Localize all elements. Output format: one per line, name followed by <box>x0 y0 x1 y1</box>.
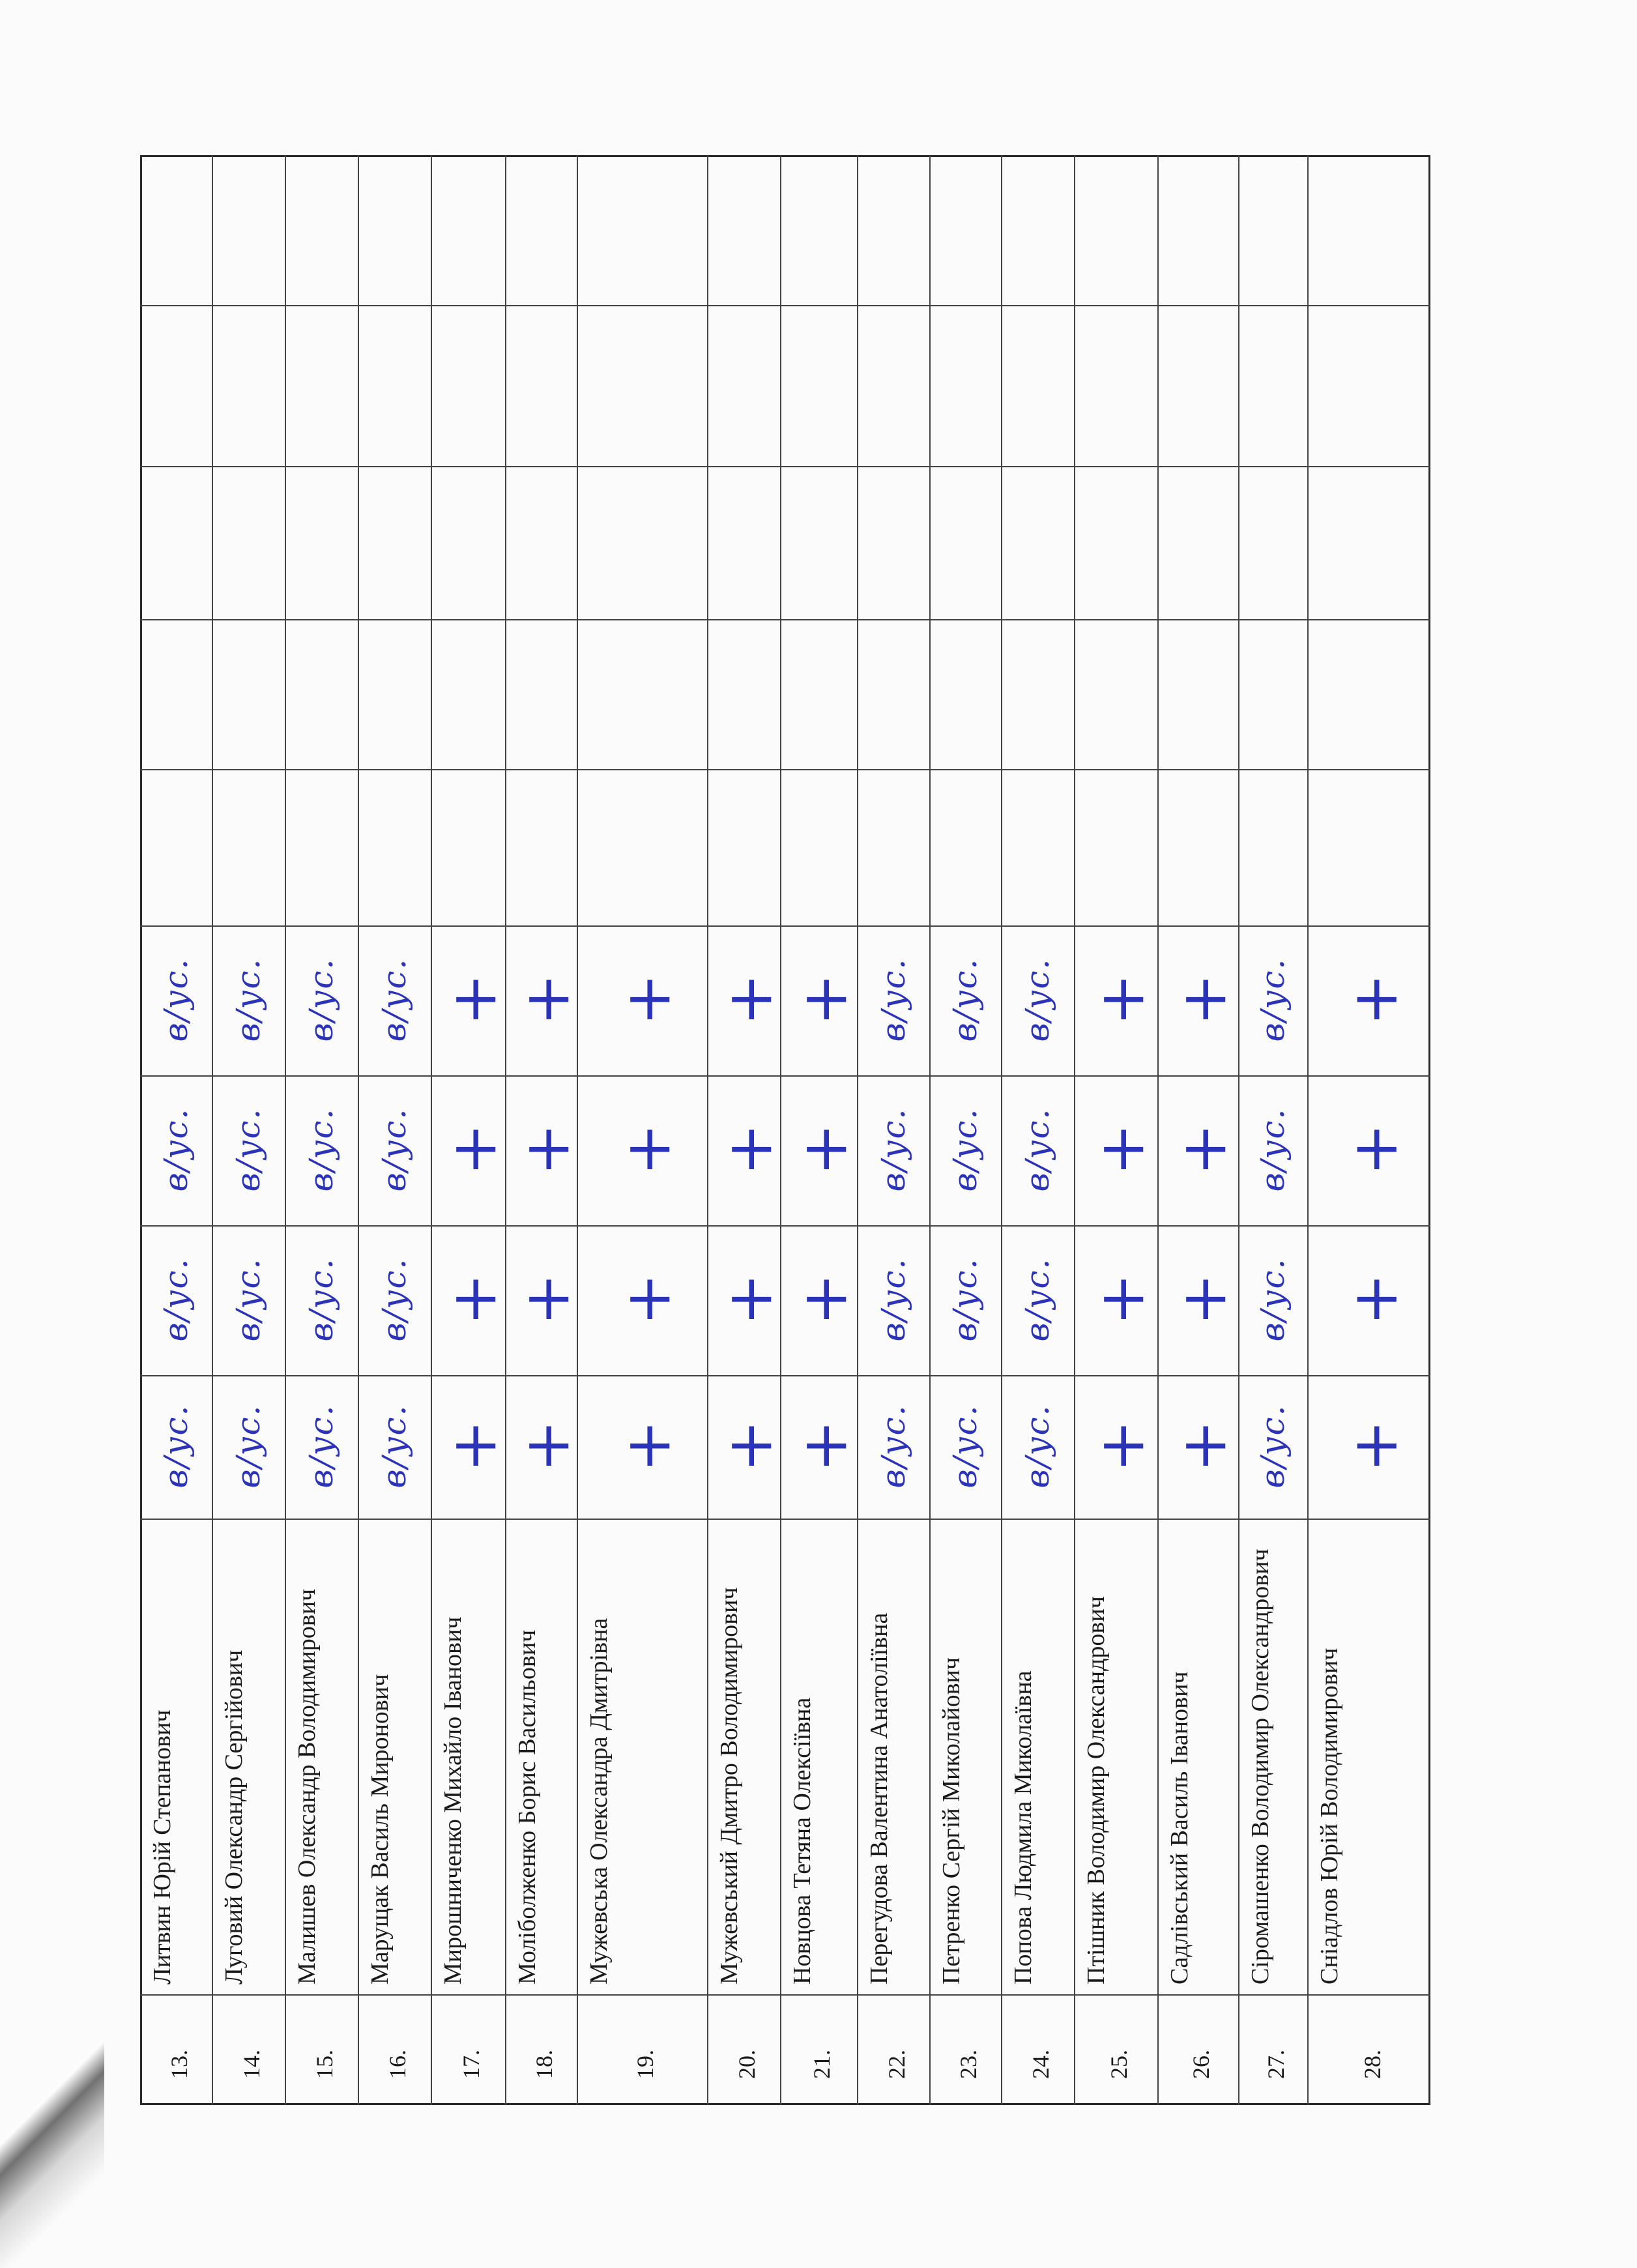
vote-plus-mark: + <box>523 961 575 1034</box>
member-name: Моліболженко Борис Васильович <box>514 1629 541 1984</box>
row-number: 13. <box>166 2050 192 2079</box>
member-name: Садлівський Василь Іванович <box>1166 1671 1193 1984</box>
row-number: 26. <box>1188 2050 1214 2079</box>
vote-absent-mark: в/ус. <box>302 1107 340 1192</box>
vote-absent-mark: в/ус. <box>874 957 912 1042</box>
table-row-divider <box>140 305 1430 306</box>
vote-plus-mark: + <box>1180 961 1232 1034</box>
vote-absent-mark: в/ус. <box>946 1404 984 1489</box>
vote-plus-mark: + <box>1097 1261 1150 1334</box>
table-column-divider <box>358 155 359 2105</box>
vote-absent-mark: в/ус. <box>229 1404 267 1489</box>
vote-plus-mark: + <box>1180 1111 1232 1184</box>
vote-absent-mark: в/ус. <box>375 957 413 1042</box>
vote-plus-mark: + <box>1350 1408 1403 1481</box>
vote-plus-mark: + <box>624 1408 676 1481</box>
row-number: 14. <box>239 2050 265 2079</box>
vote-absent-mark: в/ус. <box>229 1107 267 1192</box>
row-number: 15. <box>311 2050 338 2079</box>
row-number: 19. <box>632 2050 658 2079</box>
vote-absent-mark: в/ус. <box>946 1257 984 1342</box>
table-row-divider <box>140 619 1430 620</box>
vote-absent-mark: в/ус. <box>302 1404 340 1489</box>
table-row-divider <box>140 1375 1430 1376</box>
member-name: Сіромашенко Володимир Олександрович <box>1247 1548 1274 1984</box>
table-column-divider <box>707 155 708 2105</box>
vote-plus-mark: + <box>624 1111 676 1184</box>
member-name: Марущак Василь Миронович <box>366 1674 394 1984</box>
member-name: Мирошниченко Михайло Іванович <box>439 1616 467 1984</box>
vote-plus-mark: + <box>1350 1261 1403 1334</box>
vote-plus-mark: + <box>1097 1111 1150 1184</box>
row-number: 27. <box>1263 2050 1289 2079</box>
table-column-divider <box>577 155 578 2105</box>
vote-absent-mark: в/ус. <box>874 1107 912 1192</box>
vote-plus-mark: + <box>800 1111 853 1184</box>
vote-absent-mark: в/ус. <box>874 1257 912 1342</box>
table-column-divider <box>1307 155 1309 2105</box>
table-row-divider <box>140 1994 1430 1996</box>
member-name: Луговий Олександр Сергійович <box>220 1650 248 1984</box>
vote-absent-mark: в/ус. <box>1019 1404 1056 1489</box>
vote-absent-mark: в/ус. <box>1254 1257 1292 1342</box>
vote-plus-mark: + <box>725 961 778 1034</box>
vote-plus-mark: + <box>1350 1111 1403 1184</box>
member-name: Мужевська Олександра Дмитрівна <box>585 1618 613 1984</box>
row-number: 22. <box>883 2050 910 2079</box>
table-column-divider <box>780 155 781 2105</box>
vote-absent-mark: в/ус. <box>375 1257 413 1342</box>
vote-absent-mark: в/ус. <box>946 957 984 1042</box>
row-number: 18. <box>531 2050 557 2079</box>
member-name: Мужевський Дмитро Володимирович <box>716 1587 743 1984</box>
vote-absent-mark: в/ус. <box>157 957 195 1042</box>
vote-absent-mark: в/ус. <box>157 1257 195 1342</box>
vote-absent-mark: в/ус. <box>302 957 340 1042</box>
member-name: Птішник Володимир Олександрович <box>1082 1596 1110 1984</box>
row-number: 17. <box>458 2050 484 2079</box>
table-column-divider <box>929 155 931 2105</box>
table-column-divider <box>857 155 858 2105</box>
table-row-divider <box>140 1519 1430 1520</box>
table-row-divider <box>140 1225 1430 1227</box>
member-name: Сніадлов Юрій Володимирович <box>1316 1648 1343 1984</box>
vote-plus-mark: + <box>1350 961 1403 1034</box>
table-column-divider <box>1157 155 1159 2105</box>
vote-plus-mark: + <box>725 1111 778 1184</box>
table-row-divider <box>140 769 1430 770</box>
member-name: Литвин Юрій Степанович <box>149 1709 176 1984</box>
row-number: 20. <box>734 2050 760 2079</box>
table-column-divider <box>1074 155 1075 2105</box>
member-name: Попова Людмила Миколаївна <box>1009 1670 1037 1984</box>
vote-absent-mark: в/ус. <box>946 1107 984 1192</box>
vote-plus-mark: + <box>450 961 502 1034</box>
vote-absent-mark: в/ус. <box>375 1404 413 1489</box>
vote-absent-mark: в/ус. <box>1019 1257 1056 1342</box>
member-name: Малишев Олександр Володимирович <box>293 1588 321 1984</box>
vote-plus-mark: + <box>725 1408 778 1481</box>
vote-plus-mark: + <box>800 961 853 1034</box>
row-number: 21. <box>809 2050 835 2079</box>
vote-plus-mark: + <box>725 1261 778 1334</box>
vote-absent-mark: в/ус. <box>157 1404 195 1489</box>
vote-absent-mark: в/ус. <box>375 1107 413 1192</box>
vote-plus-mark: + <box>624 961 676 1034</box>
vote-plus-mark: + <box>1097 1408 1150 1481</box>
vote-absent-mark: в/ус. <box>229 957 267 1042</box>
vote-plus-mark: + <box>624 1261 676 1334</box>
table-column-divider <box>1238 155 1239 2105</box>
vote-plus-mark: + <box>800 1408 853 1481</box>
table-column-divider <box>285 155 286 2105</box>
vote-absent-mark: в/ус. <box>157 1107 195 1192</box>
row-number: 23. <box>955 2050 981 2079</box>
table-row-divider <box>140 466 1430 467</box>
table-row-divider <box>140 925 1430 927</box>
vote-plus-mark: + <box>523 1261 575 1334</box>
vote-absent-mark: в/ус. <box>1019 957 1056 1042</box>
vote-absent-mark: в/ус. <box>1019 1107 1056 1192</box>
table-column-divider <box>505 155 506 2105</box>
row-number: 24. <box>1028 2050 1054 2079</box>
table-column-divider <box>431 155 432 2105</box>
page-corner-shadow <box>0 1994 104 2268</box>
table-row-divider <box>140 1075 1430 1077</box>
table-column-divider <box>212 155 213 2105</box>
table-column-divider <box>1001 155 1002 2105</box>
row-number: 25. <box>1106 2050 1132 2079</box>
row-number: 16. <box>384 2050 411 2079</box>
vote-absent-mark: в/ус. <box>302 1257 340 1342</box>
vote-absent-mark: в/ус. <box>1254 957 1292 1042</box>
row-number: 28. <box>1359 2050 1385 2079</box>
vote-absent-mark: в/ус. <box>1254 1404 1292 1489</box>
member-name: Перегудова Валентина Анатоліївна <box>865 1612 893 1984</box>
vote-absent-mark: в/ус. <box>229 1257 267 1342</box>
vote-plus-mark: + <box>450 1408 502 1481</box>
vote-plus-mark: + <box>523 1408 575 1481</box>
vote-absent-mark: в/ус. <box>874 1404 912 1489</box>
member-name: Новцова Тетяна Олексіївна <box>789 1697 816 1984</box>
vote-absent-mark: в/ус. <box>1254 1107 1292 1192</box>
vote-plus-mark: + <box>523 1111 575 1184</box>
vote-plus-mark: + <box>1180 1408 1232 1481</box>
vote-plus-mark: + <box>1097 961 1150 1034</box>
vote-plus-mark: + <box>450 1111 502 1184</box>
vote-plus-mark: + <box>800 1261 853 1334</box>
vote-plus-mark: + <box>1180 1261 1232 1334</box>
member-name: Петренко Сергій Миколайович <box>938 1657 965 1984</box>
vote-plus-mark: + <box>450 1261 502 1334</box>
